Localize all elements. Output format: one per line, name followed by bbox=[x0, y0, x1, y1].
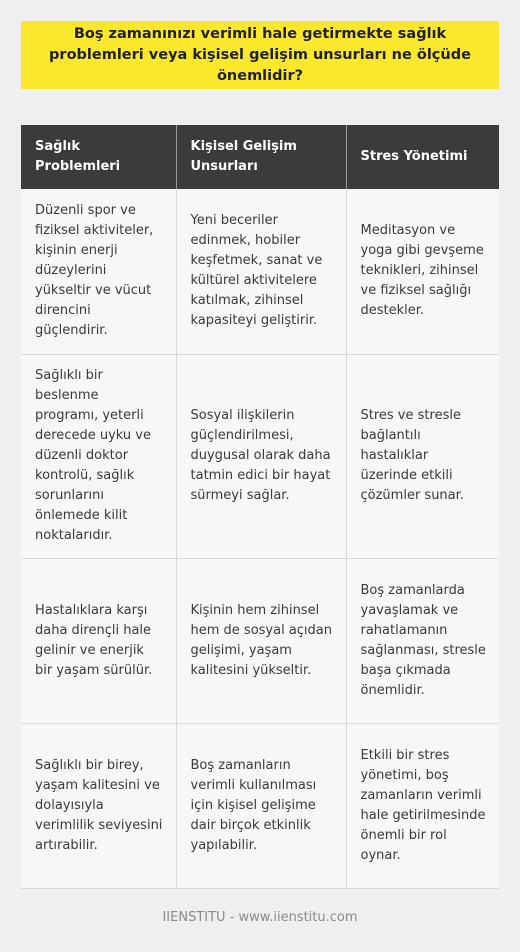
table-cell: Sağlıklı bir beslenme programı, yeterli derecede uyku ve düzenli doktor kontrolü, sağlık sorunlarını önlemede kilit noktalarıdır. bbox=[21, 354, 176, 558]
comparison-table bbox=[21, 125, 499, 889]
table-cell: Düzenli spor ve fiziksel aktiviteler, kişinin enerji düzeylerini yükseltir ve vücut direncini güçlendirir. bbox=[21, 189, 176, 354]
table-cell: Sosyal ilişkilerin güçlendirilmesi, duygusal olarak daha tatmin edici bir hayat sürmeyi sağlar. bbox=[176, 354, 346, 558]
page-title: Boş zamanınızı verimli hale getirmekte sağlık problemleri veya kişisel gelişim unsurları ne ölçüde önemlidir? bbox=[49, 25, 471, 84]
column-header-personal-development: Kişisel Gelişim Unsurları bbox=[176, 125, 346, 189]
table-cell: Meditasyon ve yoga gibi gevşeme teknikleri, zihinsel ve fiziksel sağlığı destekler. bbox=[346, 189, 499, 354]
table-cell: Stres ve stresle bağlantılı hastalıklar üzerinde etkili çözümler sunar. bbox=[346, 354, 499, 558]
table-cell: Boş zamanların verimli kullanılması için kişisel gelişime dair birçok etkinlik yapılabilir. bbox=[176, 723, 346, 888]
table-cell: Etkili bir stres yönetimi, boş zamanların verimli hale getirilmesinde önemli bir rol oynar. bbox=[346, 723, 499, 888]
table-row bbox=[21, 189, 499, 354]
table-row bbox=[21, 558, 499, 723]
table-cell: Kişinin hem zihinsel hem de sosyal açıdan gelişimi, yaşam kalitesini yükseltir. bbox=[176, 558, 346, 723]
table-row bbox=[21, 354, 499, 558]
table-row bbox=[21, 723, 499, 888]
table-cell: Boş zamanlarda yavaşlamak ve rahatlamanın sağlanması, stresle başa çıkmada önemlidir. bbox=[346, 558, 499, 723]
table-header-row bbox=[21, 125, 499, 189]
column-header-stress-management: Stres Yönetimi bbox=[346, 125, 499, 189]
table-cell: Hastalıklara karşı daha dirençli hale gelinir ve enerjik bir yaşam sürülür. bbox=[21, 558, 176, 723]
table-cell: Yeni beceriler edinmek, hobiler keşfetmek, sanat ve kültürel aktivitelere katılmak, zihinsel kapasiteyi geliştirir. bbox=[176, 189, 346, 354]
table-cell: Sağlıklı bir birey, yaşam kalitesini ve dolayısıyla verimlilik seviyesini artırabilir. bbox=[21, 723, 176, 888]
column-header-health: Sağlık Problemleri bbox=[21, 125, 176, 189]
footer-credit: IIENSTITU - www.iienstitu.com bbox=[162, 910, 358, 925]
title-banner bbox=[21, 21, 499, 89]
